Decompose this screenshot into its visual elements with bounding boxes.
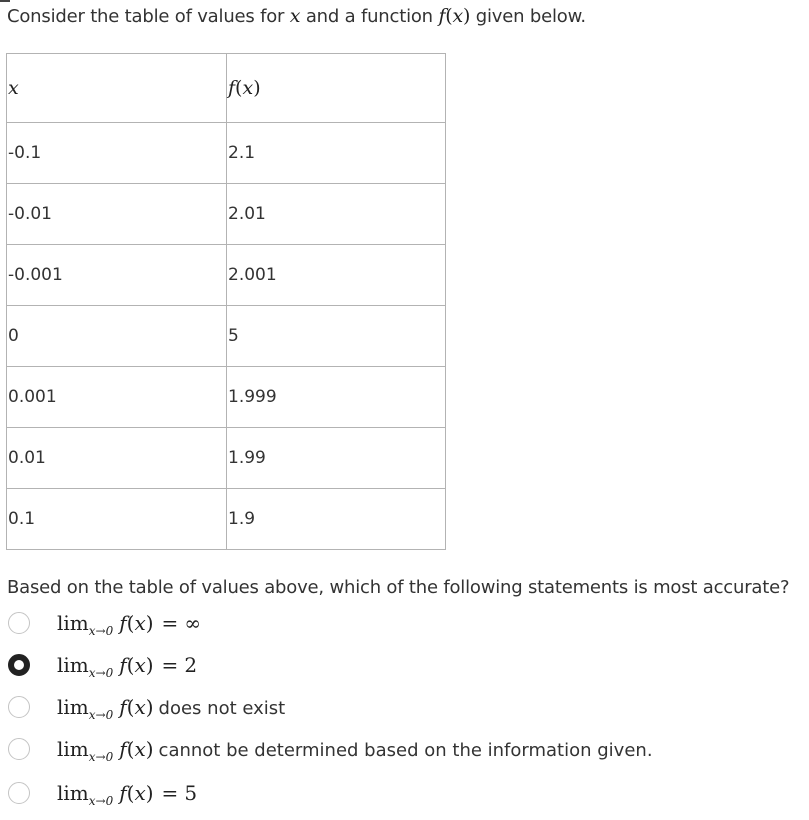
cell-x: 0	[7, 306, 227, 367]
cell-fx: 1.9	[227, 489, 446, 550]
lim-subscript: x→0	[88, 666, 114, 680]
header-fx	[227, 54, 446, 123]
lim-subscript: x→0	[88, 750, 114, 764]
function-name: f	[119, 695, 127, 719]
cell-fx: 2.01	[227, 184, 446, 245]
radio-button[interactable]	[8, 738, 30, 760]
radio-button[interactable]	[8, 782, 30, 804]
table-header-row	[7, 54, 446, 123]
function-expr: f(x)	[119, 695, 154, 719]
table-row	[7, 123, 446, 184]
table-row	[7, 489, 446, 550]
option-label	[57, 611, 201, 638]
function-arg: x	[134, 653, 146, 677]
header-fx-label: f(x)	[228, 77, 261, 99]
cell-x: 0.1	[7, 489, 227, 550]
header-x	[7, 54, 227, 123]
cell-x: -0.01	[7, 184, 227, 245]
radio-button[interactable]	[8, 696, 30, 718]
option-limit-does-not-exist[interactable]	[8, 687, 798, 727]
function-name: f	[119, 781, 127, 805]
table-row	[7, 367, 446, 428]
function-expr: f(x)	[119, 611, 154, 635]
option-label	[57, 781, 198, 808]
lim-subscript: x→0	[88, 624, 114, 638]
header-fx-name: f	[228, 77, 236, 99]
lim-symbol: lim	[57, 653, 89, 677]
table-row	[7, 306, 446, 367]
function-name: f	[119, 737, 127, 761]
question-text: Based on the table of values above, which of the following statements is most accurate?	[7, 577, 790, 598]
top-edge-line	[0, 0, 10, 2]
prompt-text-after: given below.	[475, 6, 586, 27]
prompt-func-arg: x	[452, 5, 464, 27]
option-label	[57, 737, 653, 764]
function-arg: x	[134, 611, 146, 635]
prompt-func-name: f	[438, 5, 446, 27]
lim-symbol: lim	[57, 695, 89, 719]
limit-value: 2	[184, 653, 198, 677]
table-row	[7, 428, 446, 489]
lim-subscript: x→0	[88, 708, 114, 722]
function-arg: x	[134, 737, 146, 761]
lim-symbol: lim	[57, 737, 89, 761]
option-tail-text: does not exist	[158, 698, 286, 719]
function-arg: x	[134, 781, 146, 805]
cell-fx: 1.999	[227, 367, 446, 428]
option-limit-cannot-be-determined[interactable]	[8, 729, 798, 769]
relation-symbol: =	[161, 653, 179, 677]
cell-x: 0.001	[7, 367, 227, 428]
table-row	[7, 184, 446, 245]
radio-button[interactable]	[8, 612, 30, 634]
table-row	[7, 245, 446, 306]
lim-symbol: lim	[57, 611, 89, 635]
function-expr: f(x)	[119, 737, 154, 761]
prompt-text-middle: and a function	[305, 6, 433, 27]
function-name: f	[119, 653, 127, 677]
math-variable-x	[290, 5, 301, 27]
lim-symbol: lim	[57, 781, 89, 805]
prompt-text-before: Consider the table of values for	[7, 6, 285, 27]
cell-fx: 1.99	[227, 428, 446, 489]
cell-x: -0.1	[7, 123, 227, 184]
function-expr: f(x)	[119, 781, 154, 805]
limit-value: ∞	[184, 611, 201, 635]
option-label	[57, 653, 198, 680]
header-x-label: x	[8, 77, 19, 99]
cell-fx: 2.001	[227, 245, 446, 306]
prompt-var: x	[289, 5, 301, 27]
option-limit-2[interactable]	[8, 645, 798, 685]
function-arg: x	[134, 695, 146, 719]
relation-symbol: =	[161, 611, 179, 635]
cell-fx: 5	[227, 306, 446, 367]
cell-x: 0.01	[7, 428, 227, 489]
radio-button-selected[interactable]	[8, 654, 30, 676]
option-label	[57, 695, 286, 722]
option-tail-text: cannot be determined based on the information given.	[158, 740, 653, 761]
cell-fx: 2.1	[227, 123, 446, 184]
values-table	[6, 53, 446, 550]
question-prompt	[7, 3, 586, 30]
function-expr: f(x)	[119, 653, 154, 677]
limit-value: 5	[184, 781, 198, 805]
option-limit-5[interactable]	[8, 773, 798, 813]
math-function-fx: f(x)	[438, 5, 471, 27]
lim-subscript: x→0	[88, 794, 114, 808]
option-limit-infinity[interactable]	[8, 603, 798, 643]
header-fx-arg: x	[242, 77, 254, 99]
relation-symbol: =	[161, 781, 179, 805]
cell-x: -0.001	[7, 245, 227, 306]
function-name: f	[119, 611, 127, 635]
